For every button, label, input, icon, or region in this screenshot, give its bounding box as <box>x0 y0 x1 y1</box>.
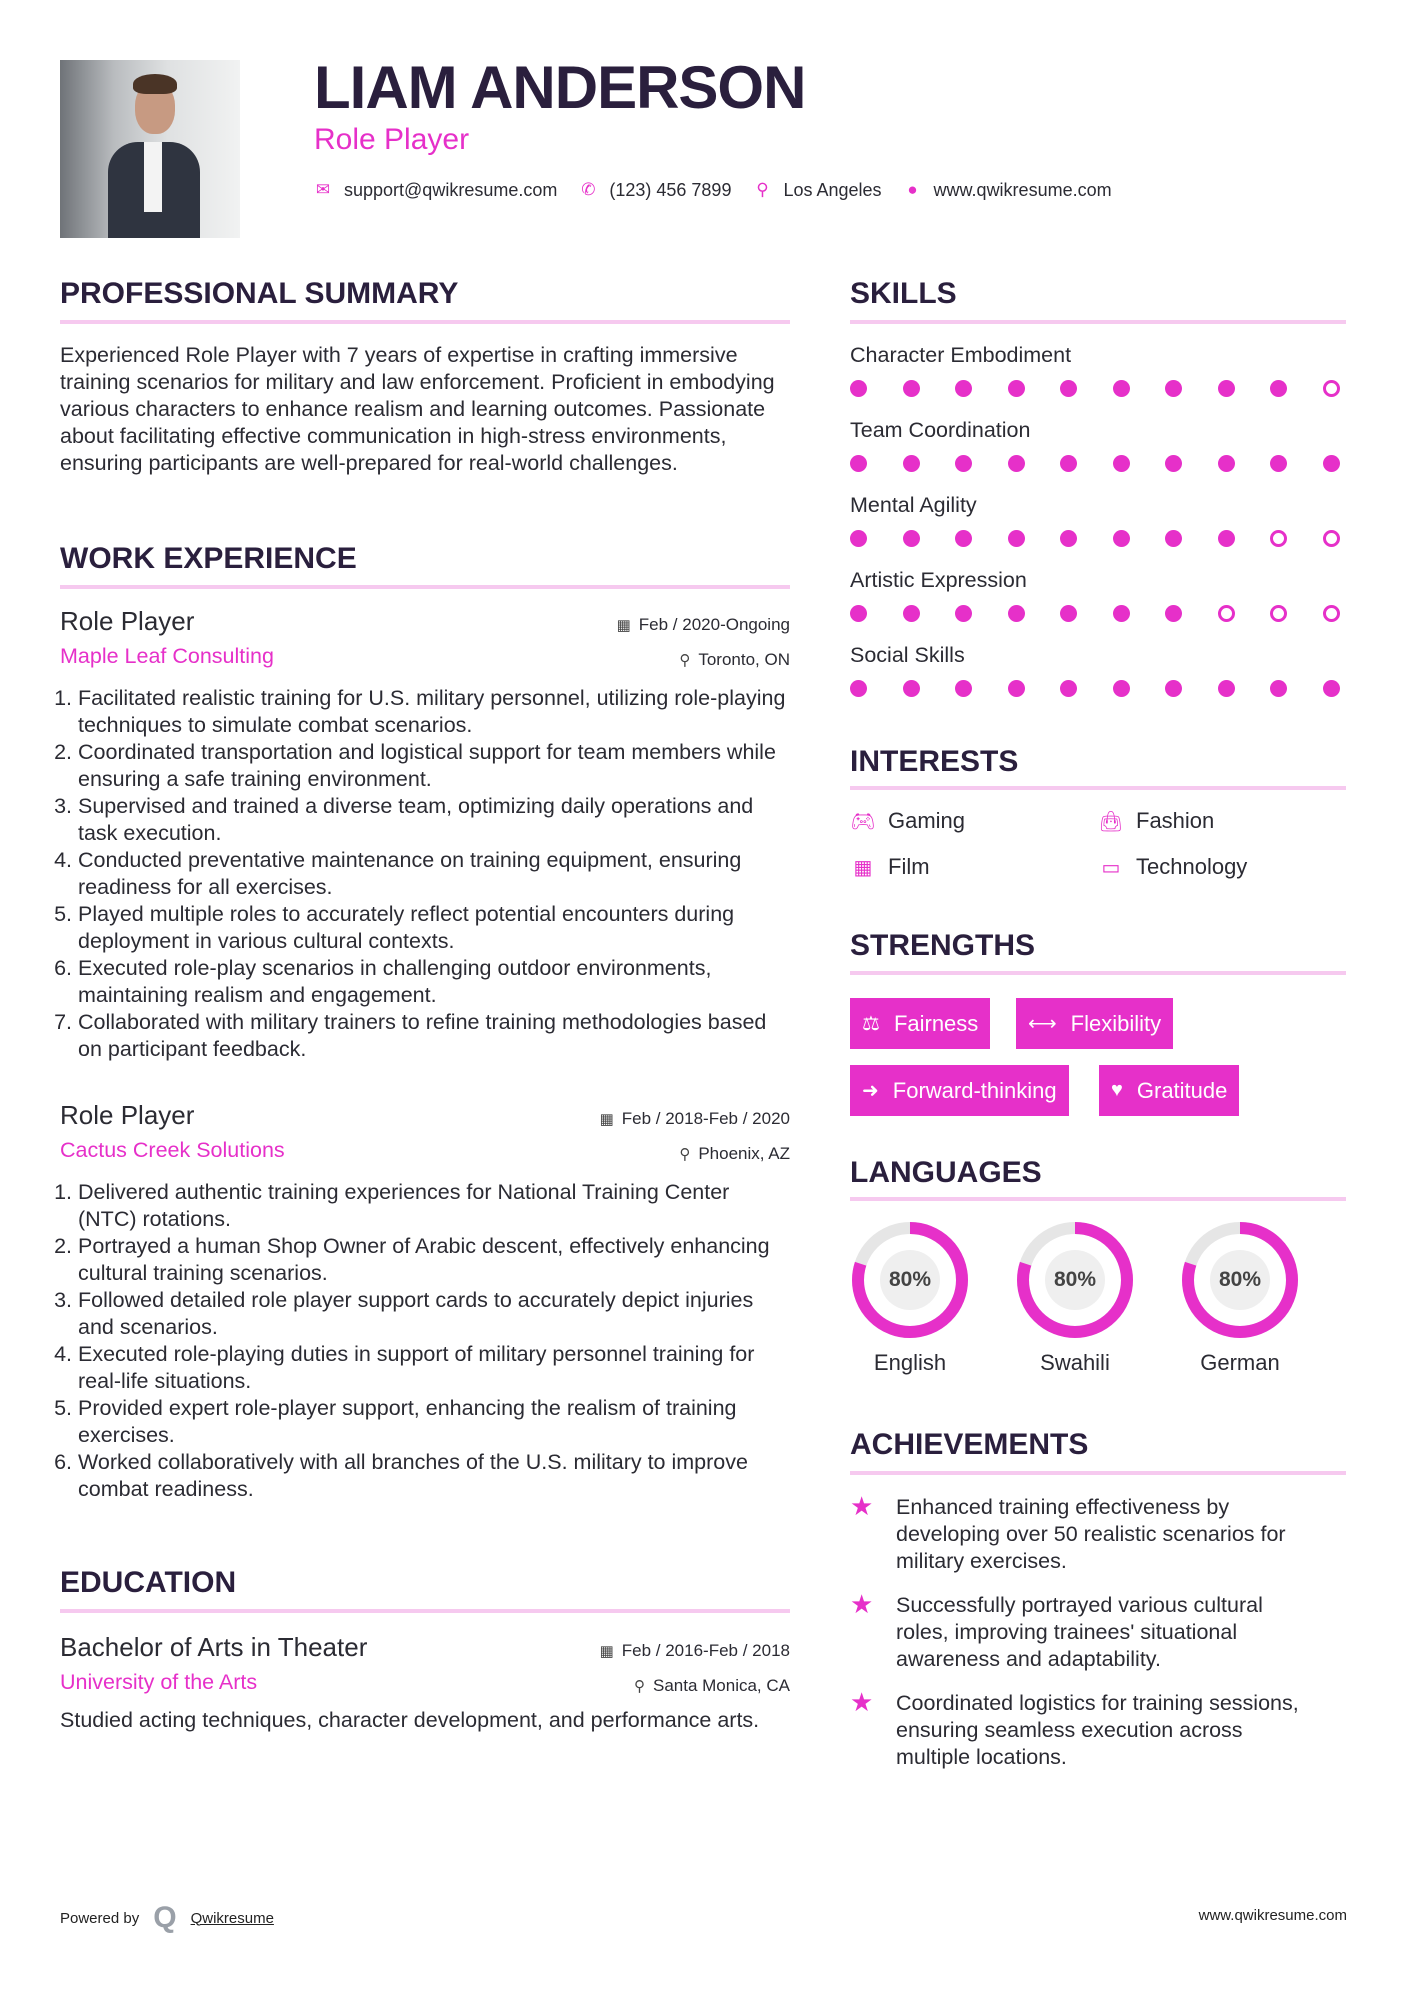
skill-name: Character Embodiment <box>850 343 1072 367</box>
school: University of the Arts <box>60 1670 258 1694</box>
profile-photo <box>60 60 240 238</box>
language-name: German <box>1200 1350 1280 1375</box>
contact-email[interactable]: support@qwikresume.com <box>344 179 558 200</box>
education-dates <box>600 1640 790 1663</box>
skill-rating <box>850 455 1340 472</box>
job-entry <box>60 1100 790 1503</box>
education-dates-text: Feb / 2016-Feb / 2018 <box>621 1641 790 1660</box>
section-divider <box>60 585 790 589</box>
job-title: Role Player <box>60 606 195 636</box>
skill-name: Team Coordination <box>850 418 1031 442</box>
skill-name: Artistic Expression <box>850 568 1027 592</box>
rating-dot-filled <box>850 380 867 397</box>
language-percent: 80% <box>1218 1268 1262 1291</box>
language-percent: 80% <box>1053 1268 1097 1291</box>
rating-dot-filled <box>1165 455 1182 472</box>
interest-label: Fashion <box>1136 808 1215 833</box>
interest-label: Film <box>888 854 930 879</box>
section-divider <box>850 1197 1346 1201</box>
rating-dot-filled <box>1165 605 1182 622</box>
achievements-heading: ACHIEVEMENTS <box>850 1428 1089 1461</box>
language-name: English <box>873 1350 947 1375</box>
rating-dot-filled <box>1218 455 1235 472</box>
achievement-text: Enhanced training effectiveness by developing over 50 realistic scenarios for military exercises. <box>896 1495 1286 1573</box>
qwikresume-logo-icon: Q <box>153 1901 177 1934</box>
job-dates-text: Feb / 2020-Ongoing <box>638 615 790 634</box>
rating-dot-filled <box>955 380 972 397</box>
star-icon: ★ <box>850 1589 874 1619</box>
rating-dot-empty <box>1270 530 1287 547</box>
strength-badge-gratitude <box>1099 1065 1239 1116</box>
achievement-item <box>850 1589 1310 1673</box>
skill-item <box>850 417 1346 472</box>
calendar-icon: ▦ <box>599 1643 614 1660</box>
list-item: 1. Delivered authentic training experiences for National Training Center (NTC) rotations. <box>78 1179 790 1233</box>
rating-dot-filled <box>955 605 972 622</box>
list-item: 1. Facilitated realistic training for U.S. military personnel, utilizing role-playing techniques to simulate combat scenarios. <box>78 685 790 739</box>
envelope-icon: ✉ <box>315 180 331 199</box>
skill-rating <box>850 680 1340 697</box>
rating-dot-empty <box>1323 605 1340 622</box>
language-percent: 80% <box>888 1268 932 1291</box>
job-location-text: Phoenix, AZ <box>698 1144 790 1163</box>
pin-icon: ⚲ <box>679 1146 691 1163</box>
rating-dot-filled <box>903 530 920 547</box>
section-divider <box>60 1609 790 1613</box>
pin-icon: ⚲ <box>633 1678 645 1695</box>
job-location-text: Toronto, ON <box>698 650 790 669</box>
language-name: Swahili <box>1040 1350 1110 1375</box>
interest-label: Technology <box>1136 854 1248 879</box>
job-bullets <box>60 685 790 1063</box>
star-icon: ★ <box>850 1687 874 1717</box>
strength-badge-forward-thinking <box>850 1065 1069 1116</box>
language-german <box>1178 1218 1302 1376</box>
list-item: 4. Executed role-playing duties in support of military personnel training for real-life situations. <box>78 1341 790 1395</box>
arrows-horizontal-icon: ⟷ <box>1028 1013 1057 1035</box>
rating-dot-filled <box>955 680 972 697</box>
skill-item <box>850 492 1346 547</box>
summary-heading: PROFESSIONAL SUMMARY <box>60 277 459 310</box>
pin-icon: ⚲ <box>679 652 691 669</box>
strength-label: Flexibility <box>1070 1010 1162 1036</box>
heart-icon: ♥ <box>1111 1079 1123 1101</box>
achievement-item <box>850 1491 1310 1575</box>
languages-heading: LANGUAGES <box>850 1156 1042 1189</box>
language-swahili <box>1013 1218 1137 1376</box>
rating-dot-filled <box>1165 380 1182 397</box>
rating-dot-empty <box>1323 380 1340 397</box>
footer-website[interactable]: www.qwikresume.com <box>1198 1907 1347 1924</box>
rating-dot-filled <box>1270 455 1287 472</box>
rating-dot-filled <box>1008 380 1025 397</box>
film-icon: ▦ <box>853 856 873 879</box>
footer-powered <box>60 1901 274 1935</box>
section-divider <box>850 320 1346 324</box>
strength-badge-fairness <box>850 998 990 1049</box>
job-company: Maple Leaf Consulting <box>60 644 274 668</box>
rating-dot-filled <box>850 680 867 697</box>
powered-by-label: Powered by <box>60 1909 140 1927</box>
rating-dot-filled <box>1060 380 1077 397</box>
skill-name: Mental Agility <box>850 493 977 517</box>
interests-heading: INTERESTS <box>850 745 1019 778</box>
rating-dot-filled <box>1008 530 1025 547</box>
list-item: 5. Played multiple roles to accurately reflect potential encounters during deployment in various cultural contexts. <box>78 901 790 955</box>
strength-label: Forward-thinking <box>892 1077 1057 1103</box>
section-divider <box>60 320 790 324</box>
contact-location: Los Angeles <box>783 179 882 200</box>
list-item: 3. Supervised and trained a diverse team, optimizing daily operations and task execution. <box>78 793 790 847</box>
education-location <box>634 1675 790 1698</box>
rating-dot-filled <box>1060 680 1077 697</box>
education-heading: EDUCATION <box>60 1566 237 1599</box>
strength-badge-flexibility <box>1016 998 1173 1049</box>
job-company: Cactus Creek Solutions <box>60 1138 285 1162</box>
rating-dot-filled <box>1270 380 1287 397</box>
rating-dot-filled <box>1218 530 1235 547</box>
balance-scale-icon: ⚖ <box>862 1013 880 1035</box>
skill-rating <box>850 605 1340 622</box>
phone-icon: ✆ <box>581 180 596 199</box>
rating-dot-filled <box>1113 380 1130 397</box>
list-item: 6. Worked collaboratively with all branches of the U.S. military to improve combat readiness. <box>78 1449 790 1503</box>
rating-dot-filled <box>1008 455 1025 472</box>
interest-gaming <box>850 808 965 834</box>
summary-text: Experienced Role Player with 7 years of expertise in crafting immersive training scenarios for military and law enforcement. Proficient in embodying various characters to enhance realism and learning outcomes. Passionate about facilitating effective communication in high-stress environments, ensuring participants are well-prepared for real-world challenges. <box>60 343 775 475</box>
list-item: 2. Portrayed a human Shop Owner of Arabic descent, effectively enhancing cultural training scenarios. <box>78 1233 790 1287</box>
rating-dot-filled <box>850 455 867 472</box>
job-dates-text: Feb / 2018-Feb / 2020 <box>621 1109 790 1128</box>
arrow-right-icon: ➜ <box>862 1080 879 1102</box>
rating-dot-filled <box>903 455 920 472</box>
rating-dot-filled <box>1218 380 1235 397</box>
interest-fashion <box>1098 808 1214 834</box>
star-icon: ★ <box>850 1491 874 1521</box>
section-divider <box>850 786 1346 790</box>
qwikresume-link[interactable]: Qwikresume <box>190 1909 274 1927</box>
map-pin-icon: ⚲ <box>756 180 769 199</box>
calendar-icon: ▦ <box>599 1111 614 1128</box>
job-title: Role Player <box>60 1100 195 1130</box>
candidate-name: LIAM ANDERSON <box>314 54 806 121</box>
list-item: 6. Executed role-play scenarios in challenging outdoor environments, maintaining realism and engagement. <box>78 955 790 1009</box>
calendar-icon: ▦ <box>616 617 631 634</box>
contact-bar <box>314 178 1134 202</box>
rating-dot-filled <box>1323 455 1340 472</box>
shopping-bag-icon: 👜︎ <box>1098 810 1124 833</box>
section-divider <box>850 1471 1346 1475</box>
list-item: 4. Conducted preventative maintenance on training equipment, ensuring readiness for all exercises. <box>78 847 790 901</box>
skills-list <box>850 342 1346 697</box>
skill-item <box>850 342 1346 397</box>
rating-dot-filled <box>850 530 867 547</box>
job-dates <box>617 614 790 637</box>
rating-dot-filled <box>903 380 920 397</box>
skill-name: Social Skills <box>850 643 965 667</box>
contact-website[interactable]: www.qwikresume.com <box>933 179 1112 200</box>
achievement-text: Successfully portrayed various cultural roles, improving trainees' situational awareness and adaptability. <box>896 1593 1263 1671</box>
achievement-text: Coordinated logistics for training sessions, ensuring seamless execution across multiple locations. <box>896 1691 1299 1769</box>
rating-dot-filled <box>955 455 972 472</box>
job-dates <box>600 1108 790 1131</box>
skill-item <box>850 567 1346 622</box>
laptop-icon: ▭ <box>1101 856 1121 879</box>
rating-dot-filled <box>850 605 867 622</box>
rating-dot-filled <box>1113 680 1130 697</box>
job-entry <box>60 606 790 1063</box>
globe-icon: ● <box>907 180 918 199</box>
skill-rating <box>850 380 1340 397</box>
rating-dot-filled <box>1113 530 1130 547</box>
interest-label: Gaming <box>888 808 966 833</box>
candidate-title: Role Player <box>314 123 470 156</box>
section-divider <box>850 971 1346 975</box>
rating-dot-empty <box>1323 530 1340 547</box>
experience-heading: WORK EXPERIENCE <box>60 542 357 575</box>
job-bullets <box>60 1179 790 1503</box>
rating-dot-filled <box>1165 530 1182 547</box>
skill-rating <box>850 530 1340 547</box>
rating-dot-filled <box>1323 680 1340 697</box>
rating-dot-filled <box>1060 605 1077 622</box>
rating-dot-filled <box>955 530 972 547</box>
skill-item <box>850 642 1346 697</box>
rating-dot-filled <box>1218 680 1235 697</box>
skills-heading: SKILLS <box>850 277 957 310</box>
strength-label: Fairness <box>893 1010 979 1036</box>
education-description: Studied acting techniques, character development, and performance arts. <box>60 1708 760 1732</box>
rating-dot-filled <box>1060 455 1077 472</box>
language-english <box>848 1218 972 1376</box>
job-location <box>679 1143 790 1166</box>
strengths-heading: STRENGTHS <box>850 929 1036 962</box>
list-item: 7. Collaborated with military trainers to refine training methodologies based on participant feedback. <box>78 1009 790 1063</box>
degree: Bachelor of Arts in Theater <box>60 1632 368 1662</box>
interest-technology <box>1098 854 1247 880</box>
rating-dot-filled <box>1270 680 1287 697</box>
rating-dot-filled <box>903 680 920 697</box>
interest-film <box>850 854 930 880</box>
rating-dot-empty <box>1218 605 1235 622</box>
rating-dot-filled <box>1060 530 1077 547</box>
list-item: 2. Coordinated transportation and logistical support for team members while ensuring a safe training environment. <box>78 739 790 793</box>
rating-dot-filled <box>1113 605 1130 622</box>
achievement-item <box>850 1687 1310 1771</box>
strength-label: Gratitude <box>1136 1077 1228 1103</box>
list-item: 5. Provided expert role-player support, enhancing the realism of training exercises. <box>78 1395 790 1449</box>
education-location-text: Santa Monica, CA <box>652 1676 790 1695</box>
rating-dot-empty <box>1270 605 1287 622</box>
rating-dot-filled <box>1165 680 1182 697</box>
education-entry <box>60 1632 790 1734</box>
rating-dot-filled <box>1008 605 1025 622</box>
rating-dot-filled <box>903 605 920 622</box>
list-item: 3. Followed detailed role player support cards to accurately depict injuries and scenarios. <box>78 1287 790 1341</box>
rating-dot-filled <box>1113 455 1130 472</box>
contact-phone[interactable]: (123) 456 7899 <box>609 179 732 200</box>
job-location <box>679 649 790 672</box>
rating-dot-filled <box>1008 680 1025 697</box>
gamepad-icon: 🎮︎ <box>850 810 876 833</box>
